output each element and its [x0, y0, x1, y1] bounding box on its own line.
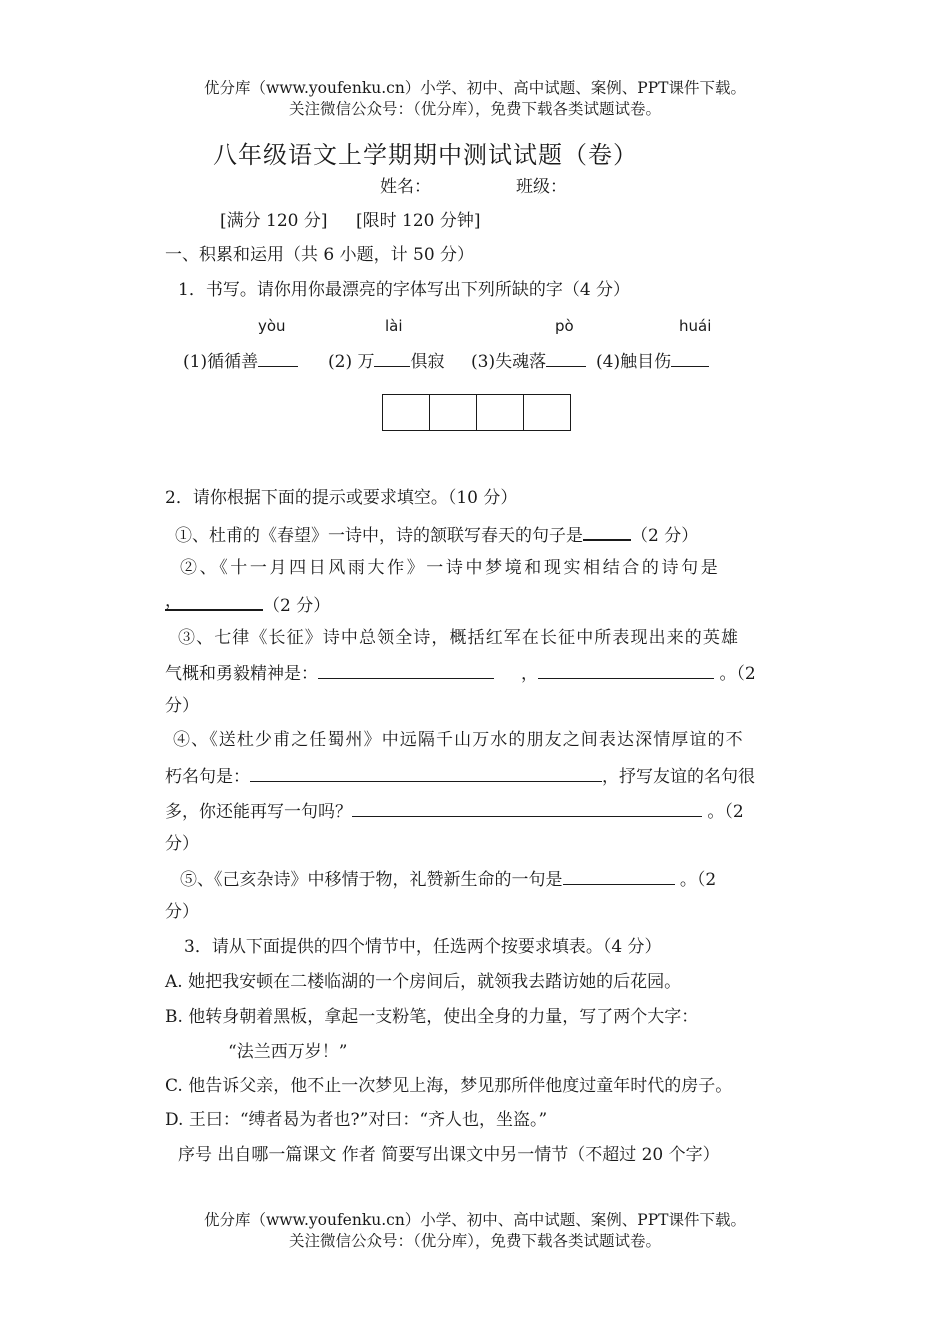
q2-sub-2-line-2	[165, 593, 330, 616]
q1-blank-2[interactable]	[374, 350, 410, 367]
q1-item-2	[328, 350, 444, 372]
section-heading: 一、积累和运用（共 6 小题，计 50 分）	[165, 245, 475, 265]
q2-sub-2-line-1: ②、《十一月四日风雨大作》一诗中梦境和现实相结合的诗句是	[180, 558, 721, 578]
pinyin-3: pò	[555, 317, 574, 335]
time-limit: [限时 120 分钟]	[356, 211, 481, 231]
pinyin-2: lài	[385, 317, 403, 335]
q1-item-2-tail: 俱寂	[410, 352, 445, 372]
q1-blank-3[interactable]	[546, 350, 586, 367]
writing-boxes	[382, 394, 571, 431]
q2-sub-4-line-3	[165, 800, 744, 822]
q2-blank-4b[interactable]	[352, 800, 702, 817]
q2-blank-3b[interactable]	[538, 662, 714, 679]
q2-sub-3-label: 气概和勇毅精神是：	[165, 664, 318, 684]
writing-box-2[interactable]	[430, 395, 477, 430]
q2-sub-4-mid: ，抒写友谊的名句很	[602, 767, 755, 787]
q3-option-a: A. 她把我安顿在二楼临湖的一个房间后，就领我去踏访她的后花园。	[165, 972, 682, 992]
question-2-prompt: 2．请你根据下面的提示或要求填空。（10 分）	[165, 488, 518, 508]
q2-sub-5-end: 。（2	[679, 870, 717, 890]
q2-sub-4-end: 。（2	[707, 802, 744, 822]
header-line-1: 优分库（www.youfenku.cn）小学、初中、高中试题、案例、PPT课件下载。	[203, 79, 747, 97]
q1-blank-1[interactable]	[258, 350, 298, 367]
page-title: 八年级语文上学期期中测试试题（卷）	[213, 141, 638, 169]
q2-sub-1-points: （2 分）	[631, 526, 699, 546]
q1-item-1	[183, 350, 298, 372]
q2-sub-4-line-1: ④、《送杜少甫之任蜀州》中远隔千山万水的朋友之间表达深情厚谊的不	[173, 730, 744, 750]
q1-item-3-text: (3)失魂落	[471, 352, 547, 372]
pinyin-4: huái	[679, 317, 712, 335]
q1-item-2-text: (2) 万	[328, 352, 375, 372]
q2-sub-3-line-1: ③、七律《长征》诗中总领全诗，概括红军在长征中所表现出来的英雄	[178, 628, 740, 648]
header-line-2: 关注微信公众号：（优分库），免费下载各类试题试卷。	[288, 100, 661, 118]
writing-box-3[interactable]	[477, 395, 524, 430]
q2-sub-5-text: ⑤、《己亥杂诗》中移情于物，礼赞新生命的一句是	[180, 870, 563, 890]
q3-option-b-quote: “法兰西万岁！”	[228, 1042, 348, 1062]
q2-sub-4-line-4: 分）	[165, 834, 199, 854]
footer-line-2: 关注微信公众号：（优分库），免费下载各类试题试卷。	[288, 1232, 661, 1250]
q3-option-b: B. 他转身朝着黑板，拿起一支粉笔，使出全身的力量，写了两个大字：	[165, 1007, 699, 1027]
q1-item-1-text: (1)循循善	[183, 352, 259, 372]
q2-blank-2[interactable]	[165, 593, 263, 611]
name-label: 姓名：	[380, 177, 431, 197]
q2-sub-2-comma: ，	[165, 591, 182, 611]
q2-sub-5-line-1	[180, 868, 716, 890]
q3-option-c: C. 他告诉父亲，他不止一次梦见上海，梦见那所伴他度过童年时代的房子。	[165, 1076, 733, 1096]
q1-item-4-text: (4)触目伤	[596, 352, 672, 372]
writing-box-4[interactable]	[524, 395, 570, 430]
class-label: 班级：	[516, 177, 567, 197]
q2-blank-4a[interactable]	[250, 765, 602, 782]
q1-item-3	[471, 350, 586, 372]
q2-sub-3-sep: ，	[521, 664, 539, 684]
q2-sub-4-line-2	[165, 765, 755, 787]
question-3-prompt: 3．请从下面提供的四个情节中，任选两个按要求填表。（4 分）	[184, 937, 662, 957]
q2-sub-3-end: 。（2	[719, 664, 756, 684]
question-1-prompt: 1．书写。请你用你最漂亮的字体写出下列所缺的字（4 分）	[178, 280, 631, 300]
writing-box-1[interactable]	[383, 395, 430, 430]
q2-sub-4-label: 朽名句是：	[165, 767, 250, 787]
q2-blank-5[interactable]	[563, 868, 675, 885]
full-score: [满分 120 分]	[220, 211, 328, 231]
q3-option-d: D. 王曰：“缚者曷为者也?”对曰：“齐人也，坐盗。”	[165, 1110, 548, 1130]
q2-blank-1[interactable]	[583, 523, 631, 541]
q2-sub-2-points: （2 分）	[263, 596, 331, 616]
q2-sub-3-line-3: 分）	[165, 696, 199, 716]
footer-line-1: 优分库（www.youfenku.cn）小学、初中、高中试题、案例、PPT课件下载。	[203, 1211, 747, 1229]
q2-blank-3a[interactable]	[318, 662, 494, 679]
q2-sub-1	[175, 523, 698, 546]
q1-blank-4[interactable]	[671, 350, 709, 367]
q2-sub-3-line-2	[165, 662, 756, 684]
q3-table-header: 序号 出自哪一篇课文 作者 简要写出课文中另一情节（不超过 20 个字）	[178, 1145, 720, 1165]
q1-item-4	[596, 350, 709, 372]
q2-sub-4-question: 多，你还能再写一句吗？	[165, 802, 352, 822]
pinyin-1: yòu	[258, 317, 286, 335]
q2-sub-5-line-2: 分）	[165, 902, 199, 922]
q2-sub-1-text: ①、杜甫的《春望》一诗中，诗的颔联写春天的句子是	[175, 526, 583, 546]
